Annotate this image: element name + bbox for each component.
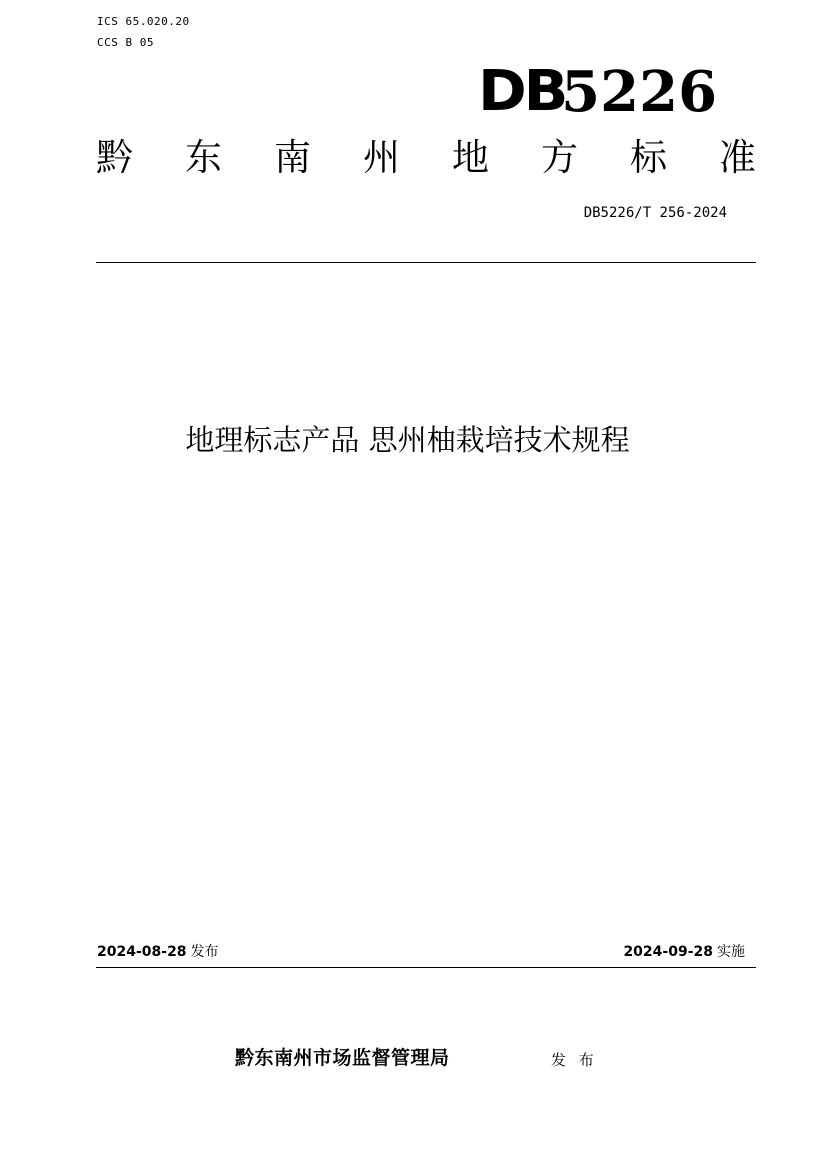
standard-title-char: 黔 bbox=[96, 136, 133, 179]
release-date bbox=[97, 942, 219, 962]
bottom-divider bbox=[96, 967, 756, 968]
document-title: 地理标志产品 思州柚栽培技术规程 bbox=[185, 423, 630, 457]
release-date-value: 2024-08-28 bbox=[97, 944, 187, 960]
standard-title-char: 准 bbox=[719, 136, 756, 179]
standard-title-char: 标 bbox=[630, 136, 667, 179]
db-logo-number: 5226 bbox=[561, 59, 718, 125]
publish-label: 发 布 bbox=[551, 1051, 598, 1069]
ccs-code: CCS B 05 bbox=[97, 36, 154, 49]
standard-title bbox=[96, 134, 756, 182]
effective-date-value: 2024-09-28 bbox=[623, 944, 713, 960]
standard-title-char: 地 bbox=[452, 136, 489, 179]
standard-title-char: 东 bbox=[185, 136, 222, 179]
top-divider bbox=[96, 262, 756, 263]
publisher-name: 黔东南州市场监督管理局 bbox=[235, 1047, 450, 1069]
ics-code: ICS 65.020.20 bbox=[97, 15, 190, 28]
db-logo-letters: DB bbox=[478, 59, 566, 124]
standard-number: DB5226/T 256-2024 bbox=[583, 205, 727, 221]
effective-date bbox=[623, 942, 745, 962]
standard-title-char: 州 bbox=[363, 136, 400, 179]
db-logo bbox=[478, 59, 718, 125]
standard-title-char: 方 bbox=[541, 136, 578, 179]
release-date-label: 发布 bbox=[190, 944, 219, 960]
effective-date-label: 实施 bbox=[717, 944, 745, 960]
standard-title-char: 南 bbox=[274, 136, 311, 179]
